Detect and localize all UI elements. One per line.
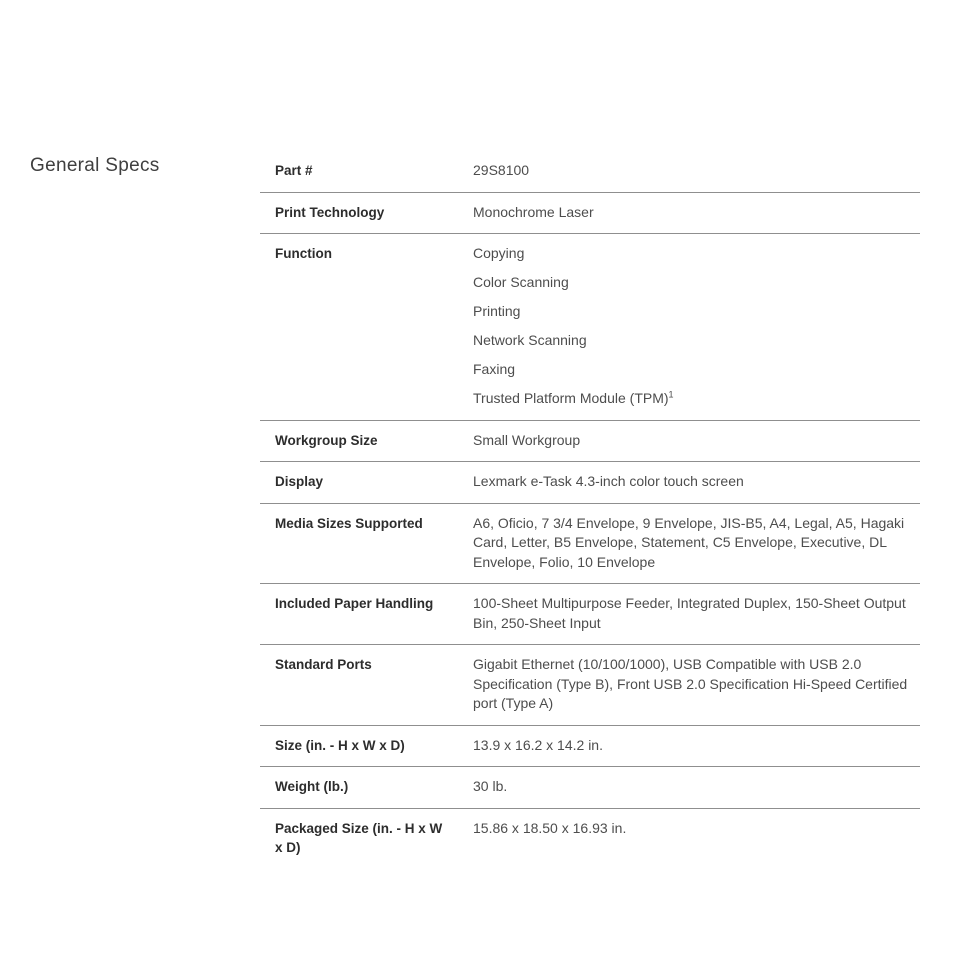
- spec-value-text: Faxing: [473, 361, 516, 377]
- spec-value-text-inline: Trusted Platform Module (TPM): [473, 390, 669, 406]
- spec-row-print-technology: [260, 193, 920, 235]
- spec-row-weight: [260, 767, 920, 809]
- spec-value: [473, 777, 920, 797]
- spec-row-workgroup-size: [260, 421, 920, 463]
- spec-value: [473, 594, 920, 633]
- spec-value-text: Color Scanning: [473, 274, 569, 290]
- footnote-marker: 1: [668, 389, 674, 400]
- spec-row-part-number: [260, 151, 920, 193]
- spec-label: Standard Ports: [275, 657, 372, 672]
- spec-label: Weight (lb.): [275, 779, 349, 794]
- spec-value-text: Printing: [473, 303, 521, 319]
- spec-label: Function: [275, 246, 332, 261]
- spec-value-text: 100-Sheet Multipurpose Feeder, Integrated Duplex, 150-Sheet Output Bin, 250-Sheet Input: [473, 595, 906, 631]
- spec-label: Packaged Size (in. - H x W x D): [275, 820, 443, 855]
- spec-value: [473, 819, 920, 839]
- spec-value-text: [473, 389, 920, 409]
- spec-value: [473, 655, 920, 714]
- spec-value-text: 13.9 x 16.2 x 14.2 in.: [473, 736, 603, 753]
- section-title: General Specs: [30, 155, 160, 176]
- spec-label: Workgroup Size: [275, 432, 378, 448]
- spec-value-text: Gigabit Ethernet (10/100/1000), USB Compatible with USB 2.0 Specification (Type B), Front USB 2.0 Specification Hi-Speed Certified port (Type A): [473, 656, 908, 711]
- spec-label: Included Paper Handling: [275, 596, 434, 611]
- spec-value-text: A6, Oficio, 7 3/4 Envelope, 9 Envelope, JIS-B5, A4, Legal, A5, Hagaki Card, Letter, B5 Envelope, Statement, C5 Envelope, Executive, DL Envelope, Folio, 10 Envelope: [473, 514, 905, 570]
- spec-row-display: [260, 462, 920, 504]
- spec-value-text: 30 lb.: [473, 778, 508, 794]
- spec-row-packaged-size: [260, 809, 920, 869]
- general-specs-table: [260, 151, 920, 869]
- spec-value-text: Network Scanning: [473, 332, 587, 348]
- spec-row-function: [260, 234, 920, 421]
- spec-value: [473, 203, 920, 223]
- spec-value: [473, 514, 920, 573]
- spec-label: Size (in. - H x W x D): [275, 737, 405, 753]
- spec-value: [473, 736, 920, 756]
- spec-value: [473, 472, 920, 492]
- spec-row-size: [260, 726, 920, 768]
- spec-value-text: Monochrome Laser: [473, 203, 594, 220]
- spec-row-media-sizes-supported: [260, 504, 920, 585]
- spec-value: [473, 431, 920, 451]
- spec-label: Part #: [275, 163, 313, 178]
- spec-value-text: Lexmark e-Task 4.3-inch color touch screen: [473, 473, 744, 489]
- spec-row-included-paper-handling: [260, 584, 920, 645]
- spec-label: Media Sizes Supported: [275, 515, 423, 531]
- spec-label: Display: [275, 474, 324, 489]
- spec-value: [473, 244, 920, 409]
- spec-value: [473, 161, 920, 181]
- spec-row-standard-ports: [260, 645, 920, 726]
- spec-value-text: Small Workgroup: [473, 431, 581, 448]
- spec-value-text: Copying: [473, 245, 525, 261]
- spec-value-text: 15.86 x 18.50 x 16.93 in.: [473, 819, 627, 836]
- spec-value-text: 29S8100: [473, 162, 530, 178]
- spec-label: Print Technology: [275, 204, 385, 220]
